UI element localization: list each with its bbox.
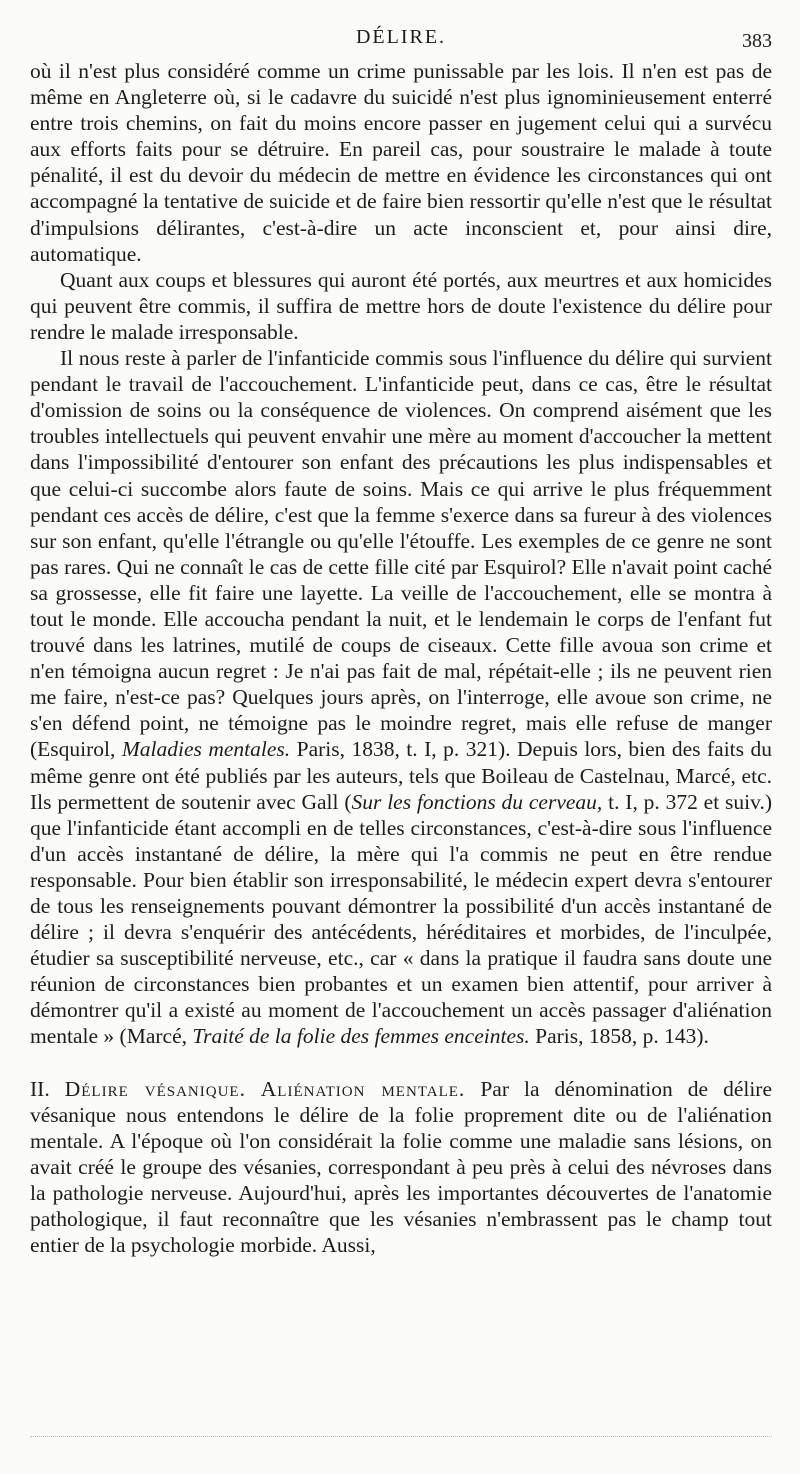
running-header xyxy=(30,22,772,52)
page-bottom-rule xyxy=(30,1436,772,1437)
book-title-esquirol: Maladies mentales. xyxy=(121,737,291,762)
text-run: Paris, 1858, p. 143). xyxy=(535,1024,709,1049)
running-title: DÉLIRE. xyxy=(355,26,447,48)
paragraph-suicide xyxy=(30,58,772,267)
book-title-gall: Sur les fonctions du cerveau, xyxy=(351,789,603,814)
text-run: Il nous reste à parler de l'infanticide commis sous l'influence du délire qui survient pendant le travail de l'accouchement. L'infanticide peut, dans ce cas, être le résultat d'omission de soins ou la conséquence de violences. On comprend aisément que les troubles intellectuels qui peuvent envahir une mère au moment d'accoucher la mettent dans l'impossibilité d'entourer son enfant des précautions les plus indispensables et que celui-ci succombe alors faute de soins. Mais ce qui arrive le plus fréquemment pendant ces accès de délire, c'est que la femme s'exerce dans sa fureur à des violences sur son enfant, qu'elle l'étrangle ou qu'elle l'étouffe. Les exemples de ce genre ne sont pas rares. Qui ne connaît le cas de cette fille cité par Esquirol? Elle n'avait point caché sa grossesse, elle fit faire une layette. La veille de l'accouchement, elle se montra à tout le monde. Elle accoucha pendant la nuit, et le lendemain le corps de l'enfant fut trouvé dans les latrines, mutilé de coups de ciseaux. Cette fille avoua son crime et n'en témoigna aucun regret : Je n'ai pas fait de mal, répétait-elle ; ils ne peuvent rien me faire, n'est-ce pas? Quelques jours après, on l'interroge, elle avoue son crime, ne s'en défend point, ne témoigne pas le moindre regret, mais elle refuse de manger (Esquirol, xyxy=(30,346,772,762)
paragraph-text: où il n'est plus considéré comme un crime punissable par les lois. Il n'en est pas de même en Angleterre où, si le cadavre du suicidé n'est plus ignominieusement enterré entre trois chemins, on fait du moins encore passer en jugement celui qui a survécu aux efforts faits pour se détruire. En pareil cas, pour soustraire le malade à toute pénalité, il est du devoir du médecin de mettre en évidence les circonstances qui ont accompagné la tentative de suicide et de faire bien ressortir qu'elle n'est que le résultat d'impulsions délirantes, c'est-à-dire un acte inconscient et, pour ainsi dire, automatique. xyxy=(30,59,772,266)
text-run: Paris, 1838, t. I, p. 321). Depuis lors, bien des faits du même genre ont été publiés par les auteurs, tels que Boileau de Castelnau, Marcé, etc. Ils permettent de soutenir avec Gall ( xyxy=(30,737,772,814)
section-text: Par la dénomination de délire vésanique nous entendons le délire de la folie proprement dite ou de l'aliénation mentale. A l'époque où l'on considérait la folie comme une maladie sans lésions, on avait créé le groupe des vésanies, correspondant à peu près à celui des névroses dans la pathologie nerveuse. Aujourd'hui, après les importantes découvertes de l'anatomie pathologique, il faut reconnaître que les vésanies n'embrassent pas le champ tout entier de la psychologie morbide. Aussi, xyxy=(30,1076,773,1258)
section-heading: Délire vésanique. Aliénation mentale. xyxy=(64,1076,466,1101)
paragraph-infanticide xyxy=(30,345,772,1050)
paragraph-homicide xyxy=(30,267,772,345)
text-run: t. I, p. 372 et suiv.) que l'infanticide étant accompli en de telles circonstances, c'est-à-dire sous l'influence d'un accès instantané de délire, la mère qui l'a commis ne peut en être rendue responsable. Pour bien établir son irresponsabilité, le médecin expert devra s'entourer de tous les renseignements pouvant démontrer la possibilité d'un accès instantané de délire ; il devra s'enquérir des antécédents, héréditaires et morbides, de l'inculpée, étudier sa susceptibilité nerveuse, etc., car « dans la pratique il faudra sans doute une réunion de circonstances bien probantes et un examen bien attentif, pour arriver à démontrer qu'il a existé au moment de l'accouchement un accès passager d'aliénation mentale » (Marcé, xyxy=(30,789,772,1049)
paragraph-text: Quant aux coups et blessures qui auront été portés, aux meurtres et aux homicides qui peuvent être commis, il suffira de mettre hors de doute l'existence du délire pour rendre le malade irresponsable. xyxy=(30,267,772,344)
page-number: 383 xyxy=(742,30,772,52)
body-text xyxy=(30,58,772,1258)
section-number: II. xyxy=(30,1076,50,1101)
section-ii xyxy=(30,1076,772,1259)
book-title-marce: Traité de la folie des femmes enceintes. xyxy=(192,1024,530,1049)
